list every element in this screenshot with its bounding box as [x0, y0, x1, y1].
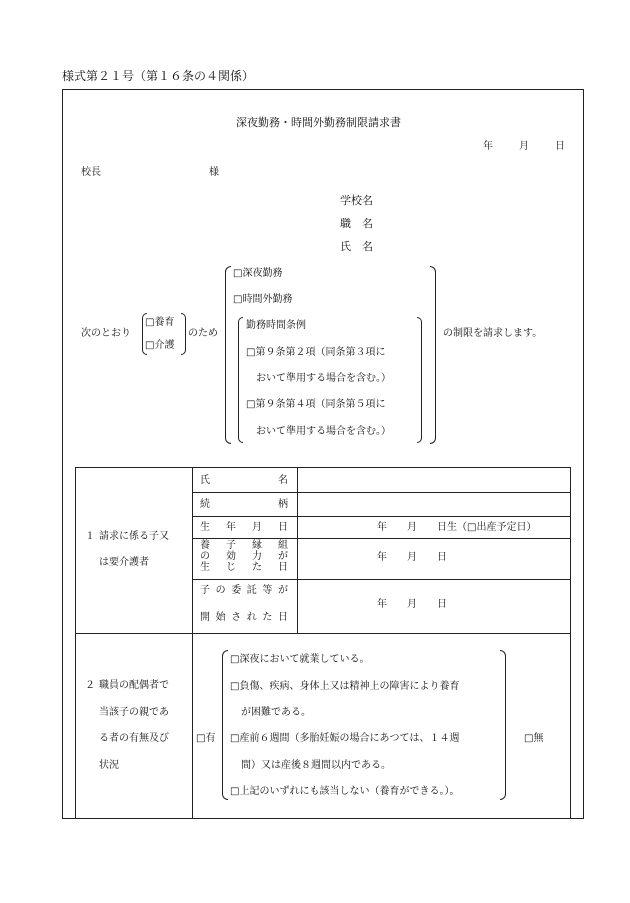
row-placement-label-line-2: 開始された日: [200, 612, 288, 623]
work-bracket-left: [225, 266, 231, 444]
work-option-late-night[interactable]: □深夜勤務: [233, 268, 283, 279]
row-line-1: [192, 492, 571, 493]
work-bracket-right: [430, 266, 436, 444]
section1-number: １: [85, 531, 95, 542]
ordinance-title: 勤務時間条例: [246, 320, 306, 331]
condition-4-line-1[interactable]: □上記のいずれにも該当しない（養育ができる。）。: [230, 786, 460, 797]
section1-heading-line-2: は要介護者: [99, 557, 149, 568]
section2-heading-line-1: 職員の配偶者で: [99, 680, 169, 691]
spouse-yes-checkbox[interactable]: □有: [196, 733, 216, 744]
request-for-text: のため: [188, 328, 218, 339]
row-line-3: [192, 538, 571, 539]
ordinance-item-1-line-2: おいて準用する場合を含む。）: [256, 373, 391, 384]
ordinance-item-2-line-2: おいて準用する場合を含む。）: [256, 426, 391, 437]
work-option-overtime[interactable]: □時間外勤務: [233, 294, 293, 305]
request-closing: の制限を請求します。: [443, 328, 543, 339]
row-birthdate-label: 生年月日: [200, 522, 288, 533]
condition-2-line-2: が困難である。: [241, 707, 311, 718]
section2-heading-line-2: 当該子の親であ: [99, 707, 169, 718]
conditions-bracket-left: [222, 650, 228, 800]
heading-column-line: [192, 467, 193, 819]
row-adoption-label-line-1: 養子縁組: [200, 540, 288, 551]
date-month-label: 月: [519, 141, 529, 152]
section2-heading-line-4: 状況: [99, 760, 119, 771]
condition-2-line-1[interactable]: □負傷、疾病、身体上又は精神上の障害により養育: [230, 681, 460, 692]
recipient-honorific: 様: [209, 167, 219, 178]
spouse-no-checkbox[interactable]: □無: [524, 733, 544, 744]
condition-1-line-1[interactable]: □深夜において就業している。: [230, 654, 370, 665]
row-line-4: [192, 579, 571, 580]
recipient-role: 校長: [81, 167, 101, 178]
form-label: 様式第２１号（第１６条の４関係）: [62, 69, 255, 83]
row-adoption-value[interactable]: 年 月 日: [377, 552, 447, 563]
row-birthdate-value[interactable]: 年 月 日生（□出産予定日）: [377, 522, 537, 533]
row-placement-value[interactable]: 年 月 日: [377, 599, 447, 610]
date-day-label: 日: [555, 141, 565, 152]
section2-heading-line-3: る者の有無及び: [99, 733, 169, 744]
row-adoption-label-line-2: の効力が: [200, 551, 288, 562]
care-option-childcare[interactable]: □養育: [145, 317, 175, 328]
row-line-2: [192, 516, 571, 517]
section1-heading-line-1: 請求に係る子又: [99, 531, 169, 542]
care-bracket-right: [181, 313, 186, 355]
ordinance-bracket-right: [417, 317, 422, 443]
applicant-school-label: 学校名: [340, 194, 373, 207]
row-relation-label: 続柄: [200, 499, 288, 510]
row-adoption-label-line-3: 生じた日: [200, 562, 288, 573]
applicant-name-label: 氏 名: [340, 240, 373, 253]
care-option-nursing[interactable]: □介護: [145, 340, 175, 351]
date-year-label: 年: [483, 141, 493, 152]
row-placement-label-line-1: 子の委託等が: [200, 585, 288, 596]
conditions-bracket-right: [500, 650, 506, 800]
condition-3-line-2: 間）又は産後８週間以内である。: [241, 760, 391, 771]
document-title: 深夜勤務・時間外勤務制限請求書: [236, 116, 401, 129]
applicant-position-label: 職 名: [340, 217, 373, 230]
condition-3-line-1[interactable]: □産前６週間（多胎妊娠の場合にあつては、１４週: [230, 733, 460, 744]
ordinance-item-1-line-1[interactable]: □第９条第２項（同条第３項に: [246, 347, 386, 358]
section-divider: [75, 633, 571, 634]
section2-number: ２: [85, 680, 95, 691]
ordinance-item-2-line-1[interactable]: □第９条第４項（同条第５項に: [246, 399, 386, 410]
request-lead: 次のとおり: [81, 328, 131, 339]
ordinance-bracket-left: [238, 317, 243, 443]
row-name-label: 氏名: [200, 475, 288, 486]
